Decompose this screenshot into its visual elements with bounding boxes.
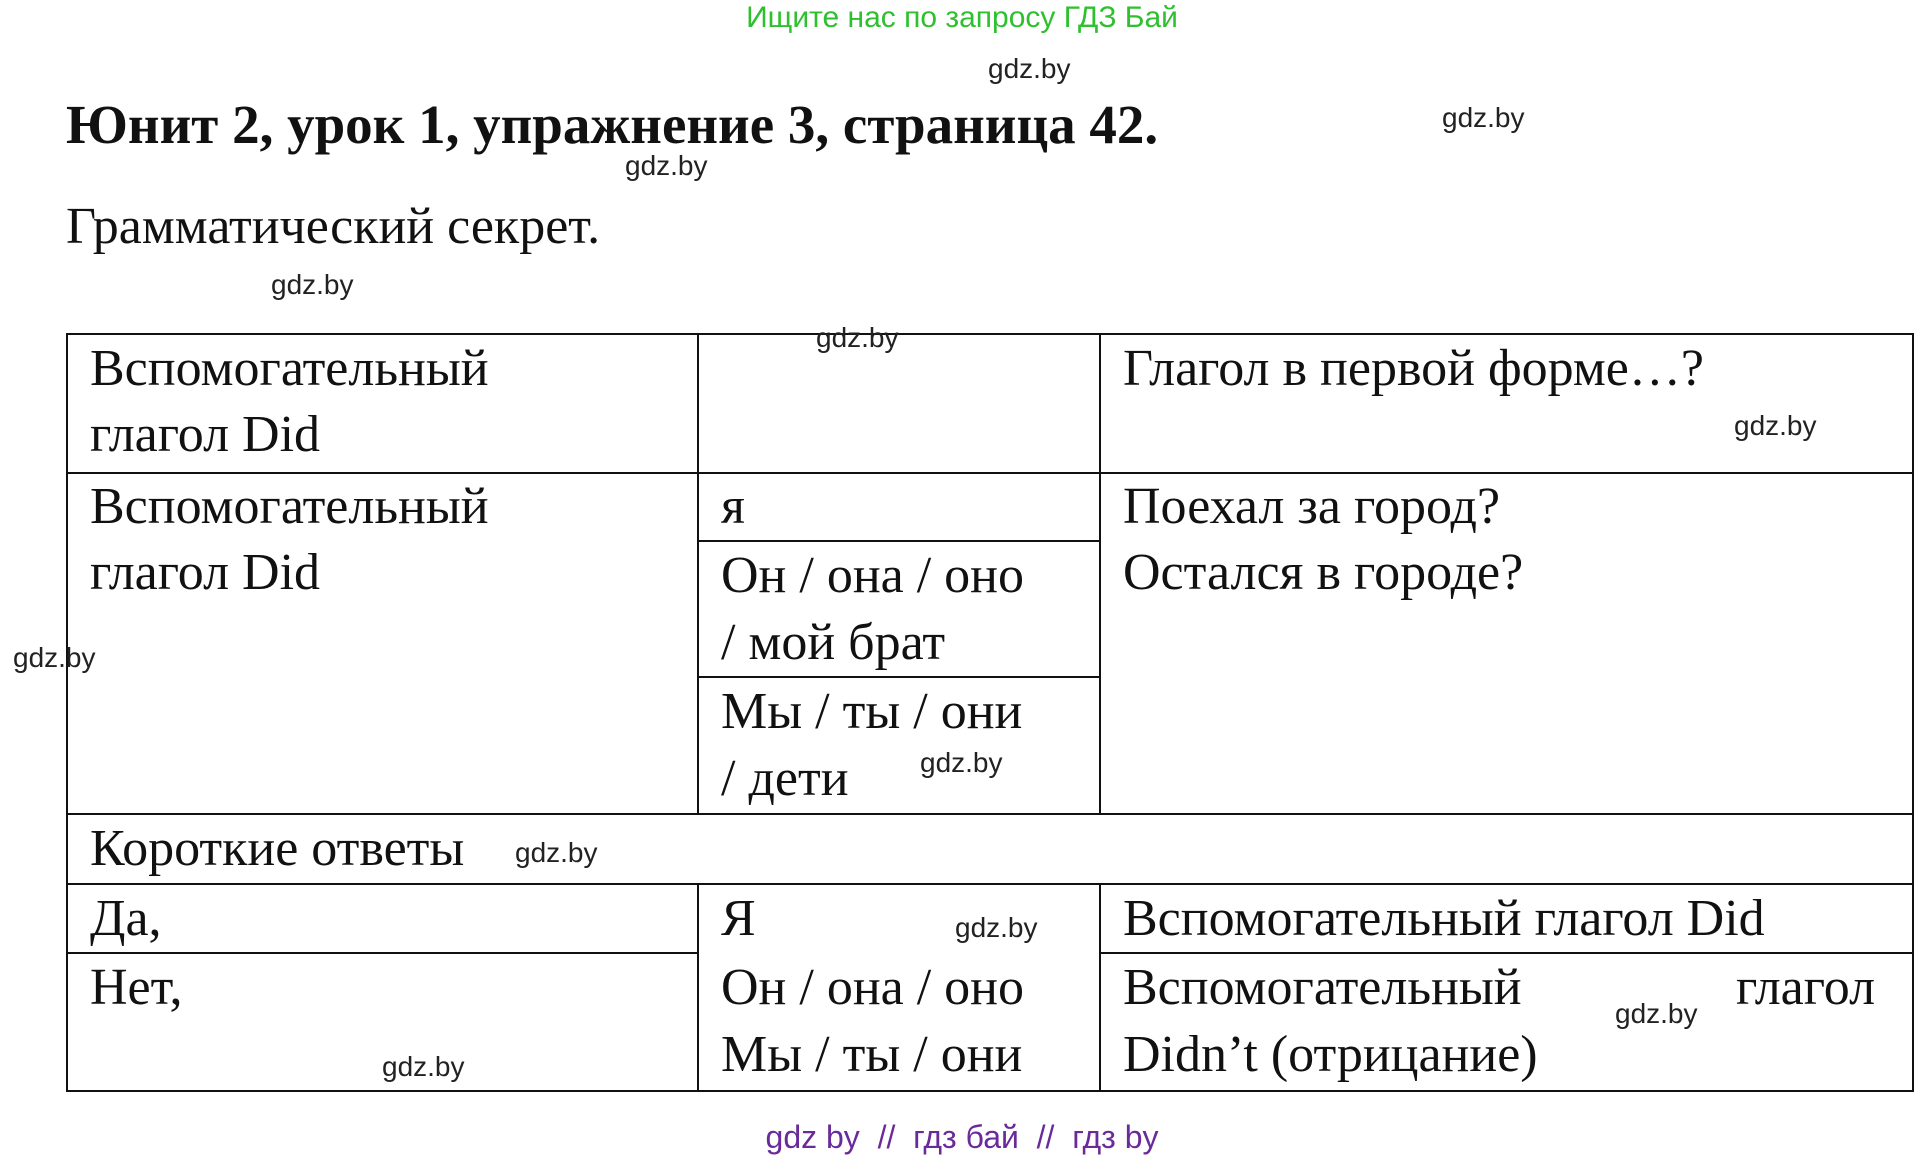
grammar-table	[66, 333, 1914, 1092]
table-cell: Вспомогательный	[90, 340, 489, 397]
table-cell: глагол	[1736, 959, 1876, 1016]
table-cell: глагол Did	[90, 406, 321, 463]
table-cell: Вспомогательный	[1123, 959, 1522, 1016]
table-cell: Мы / ты / они	[721, 1026, 1023, 1083]
table-cell: Нет,	[90, 959, 183, 1016]
table-cell: / мой брат	[721, 614, 946, 671]
section-subtitle: Грамматический секрет.	[66, 198, 601, 255]
table-divider	[1099, 883, 1101, 1090]
watermark-text: gdz.by	[13, 642, 96, 673]
footer-links: gdz by // гдз бай // гдз by	[765, 1119, 1159, 1155]
table-cell: я	[721, 478, 745, 535]
table-cell: Я	[721, 890, 756, 947]
watermark-text: gdz.by	[816, 322, 899, 353]
watermark-text: gdz.by	[1615, 998, 1698, 1029]
table-cell: Вспомогательный	[90, 478, 489, 535]
table-divider	[697, 883, 699, 1090]
table-cell: глагол Did	[90, 544, 321, 601]
page-title: Юнит 2, урок 1, упражнение 3, страница 42.	[66, 94, 1159, 155]
table-cell: Да,	[90, 890, 162, 947]
watermark-text: gdz.by	[1442, 102, 1525, 133]
table-cell: Вспомогательный глагол Did	[1123, 890, 1765, 947]
watermark-text: gdz.by	[515, 837, 598, 868]
table-cell: Глагол в первой форме…?	[1123, 340, 1704, 397]
table-cell: Мы / ты / они	[721, 683, 1023, 740]
watermark-text: gdz.by	[920, 747, 1003, 778]
watermark-text: gdz.by	[625, 150, 708, 181]
watermark-text: gdz.by	[271, 269, 354, 300]
table-cell: / дети	[721, 750, 849, 807]
watermark-text: gdz.by	[1734, 410, 1817, 441]
watermark-text: gdz.by	[988, 53, 1071, 84]
top-banner: Ищите нас по запросу ГДЗ Бай	[746, 1, 1178, 34]
watermark-text: gdz.by	[382, 1051, 465, 1082]
table-cell: Didn’t (отрицание)	[1123, 1026, 1538, 1083]
table-cell: Поехал за город?	[1123, 478, 1501, 535]
short-answers-header: Короткие ответы	[90, 820, 465, 877]
table-cell: Он / она / оно	[721, 959, 1025, 1016]
table-divider	[1099, 335, 1101, 813]
watermark-text: gdz.by	[955, 912, 1038, 943]
table-cell: Остался в городе?	[1123, 544, 1524, 601]
table-divider	[697, 335, 699, 813]
table-cell: Он / она / оно	[721, 547, 1025, 604]
